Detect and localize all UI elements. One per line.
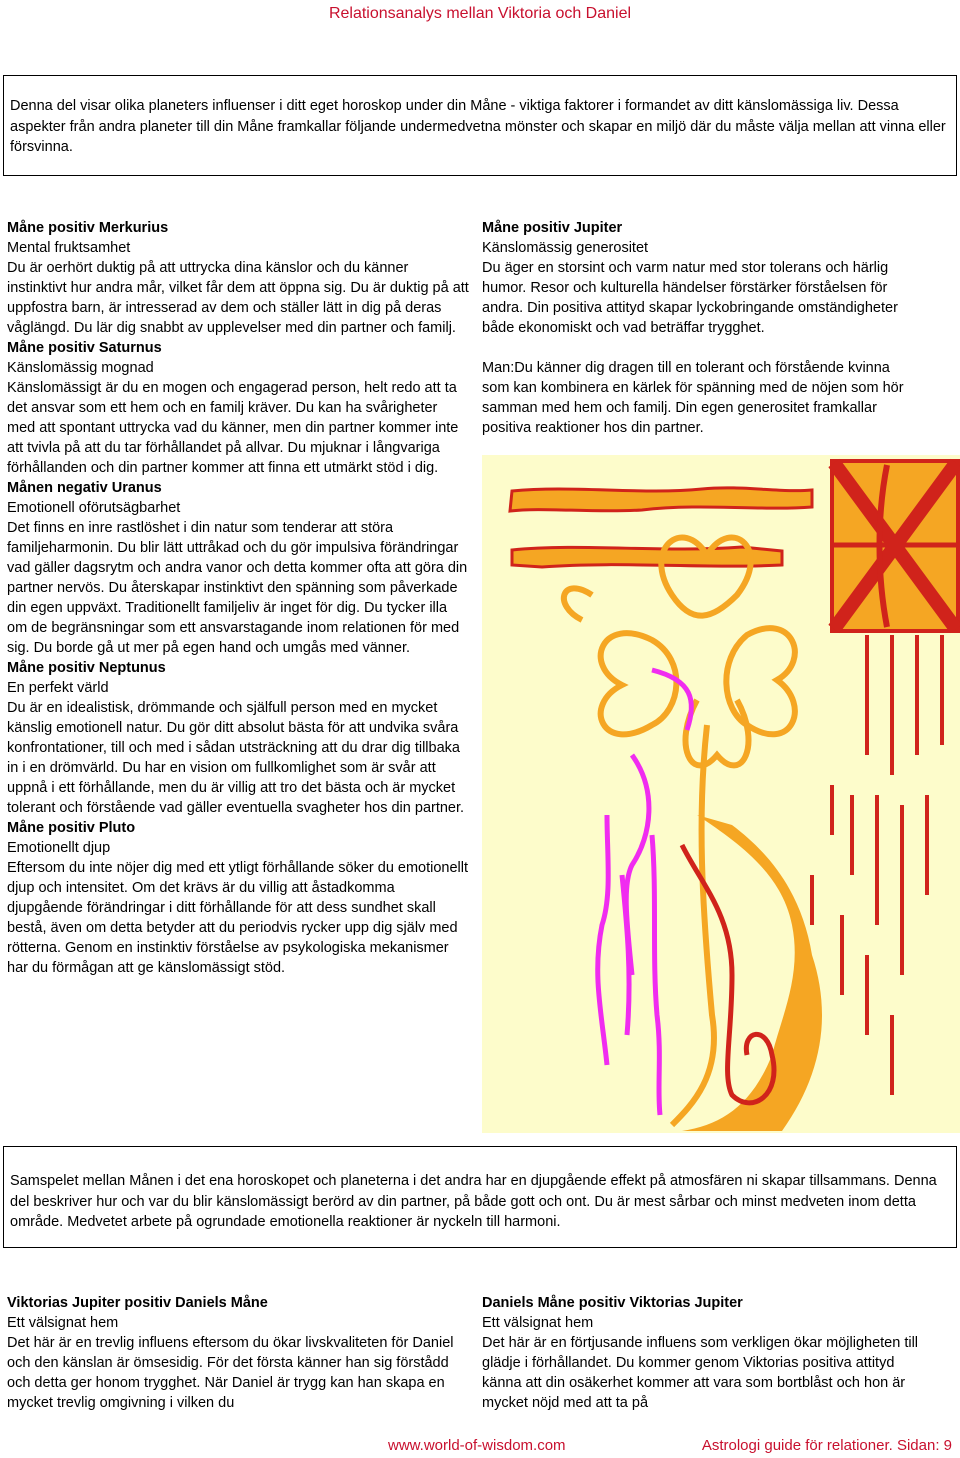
artwork-x-shape [832,461,958,631]
document-header-title: Relationsanalys mellan Viktoria och Daniel [328,5,632,22]
section-body: Det här är en trevlig influens eftersom du ökar livskvaliteten för Daniel och den känslan är ömsesidig. För det första känner han sig förstådd och detta ger honom trygghet. När Daniel är trygg kan han skapa en mycket trevlig omgivning i vilken du [7,1335,454,1411]
section-subtitle: Emotionellt djup [7,840,111,856]
section-body: Du är oerhört duktig på att uttrycka dina känslor och du känner instinktivt hur andra mår, vilket får dem att öppna sig. Du är duktig på att uppfostra barn, är intresserad av dem och ställer lätt in dig på deras våglängd. Du lär dig snabbt av upplevelser med din partner och familj. [7,260,469,336]
spacer [482,338,912,358]
left-column [7,218,469,978]
section-body: Känslomässigt är du en mogen och engagerad person, helt redo att ta det ansvar som ett hem och en familj kräver. Du kan ha svårigheter med att spontant uttrycka vad du känner, men din partner kommer inte att tvivla på att du tar förhållandet på allvar. Du mjuknar i långvariga förhållanden och din partner kommer att finna ett utmärkt stöd i dig. [7,380,459,476]
section-subtitle: Ett välsignat hem [482,1315,594,1331]
page-footer [0,1436,960,1456]
section-subtitle: Känslomässig generositet [482,240,649,256]
section-neptunus [7,658,469,818]
section-subtitle: Mental fruktsamhet [7,240,131,256]
intro-box [3,75,957,176]
section-body: Eftersom du inte nöjer dig med ett ytligt förhållande söker du emotionellt djup och intensitet. Om det krävs är du villig att åstadkomma djupgående förändringar i ditt förhållande för att dess sundhet skall bestå, även om detta betyder att du periodvis rycker upp dig själv med rötterna. Genom en instinktiv förståelse av psykologiska mekanismer har du förmågan att ge känslomässigt stöd. [7,860,469,976]
section-title: Måne positiv Saturnus [7,340,162,356]
section-title: Månen negativ Uranus [7,480,162,496]
section-subtitle: Känslomässig mognad [7,360,154,376]
section-merkurius [7,218,469,338]
summary-text: Samspelet mellan Månen i det ena horoskopet och planeterna i det andra har en djupgående effekt på atmosfären ni skapar tillsammans. Denna del beskriver hur och var du blir känslomässigt berörd av din partner, på både gott och ont. Du är mest sårbar och minst medveten inom detta område. Medvetet arbete på ogrundade emotionella reaktioner är nyckeln till harmoni. [10,1173,937,1230]
section-body: Du äger en storsint och varm natur med stor tolerans och härlig humor. Resor och kulturella händelser förstärker förståelsen för andra. Din positiva attityd skapar lyckobringande omständigheter både ekonomiskt och vad beträffar trygghet. [482,260,898,336]
right-column [482,218,912,438]
section-body-2: Man:Du känner dig dragen till en tolerant och förstående kvinna som kan kombinera en kärlek för spänning med de nöjen som hör samman med hem och familj. Din egen generositet framkallar positiva reaktioner hos din partner. [482,360,904,436]
section-title: Måne positiv Pluto [7,820,136,836]
section-title: Måne positiv Neptunus [7,660,166,676]
section-subtitle: Ett välsignat hem [7,1315,119,1331]
section-uranus [7,478,469,658]
website-link[interactable]: www.world-of-wisdom.com [388,1437,566,1454]
section-title: Daniels Måne positiv Viktorias Jupiter [482,1295,743,1311]
section-subtitle: Emotionell oförutsägbarhet [7,500,181,516]
bottom-right-column [482,1293,922,1413]
section-pluto [7,818,469,978]
section-body: Det här är en förtjusande influens som verkligen ökar möjligheten till glädje i förhållandet. Du kommer genom Viktorias positiva attityd känna att din osäkerhet kommer att vara som bortblåst och hon är mycket nöjd med att ta på [482,1335,919,1411]
intro-text: Denna del visar olika planeters influenser i ditt eget horoskop under din Måne - viktiga faktorer i formandet av ditt känslomässiga liv. Dessa aspekter från andra planeter till din Måne framkallar följande undermedvetna mönster och skapar en miljö där du måste välja mellan att vinna eller försvinna. [10,98,946,155]
section-subtitle: En perfekt värld [7,680,109,696]
section-saturnus [7,338,469,478]
decorative-artwork [482,455,960,1133]
section-body: Du är en idealistisk, drömmande och själfull person med en mycket känslig emotionell natur. Du gör ditt absolut bästa för att undvika svåra konfrontationer, till och med i sådan utsträckning att du drar dig tillbaka in i en drömvärld. Du har en vision om fullkomlighet som är svår att uppnå i ett förhållande, men du är villig att tro det bästa och är mycket tolerant och förstående vad gäller eventuella svagheter hos din partner. [7,700,465,816]
bottom-left-column [7,1293,469,1413]
section-body: Det finns en inre rastlöshet i din natur som tenderar att störa familjeharmonin. Du blir lätt uttråkad och du gör impulsiva förändringar vad gäller dagsrytm och andra vanor och detta kommer ofta att göra din partner nervös. Du återskapar instinktivt den spänning som påverkade din egen uppväxt. Traditionellt familjeliv är inget för dig. Du tycker illa om de begränsningar som ett ansvarstagande inom relationen för med sig. Du borde gå ut mer på egen hand och umgås med vänner. [7,520,468,656]
page-number: Astrologi guide för relationer. Sidan: 9 [701,1437,952,1454]
summary-box [3,1146,957,1248]
section-title: Viktorias Jupiter positiv Daniels Måne [7,1295,268,1311]
section-title: Måne positiv Merkurius [7,220,169,236]
section-title: Måne positiv Jupiter [482,220,623,236]
artwork-second-stroke [512,547,782,567]
artwork-top-stroke [510,488,812,511]
